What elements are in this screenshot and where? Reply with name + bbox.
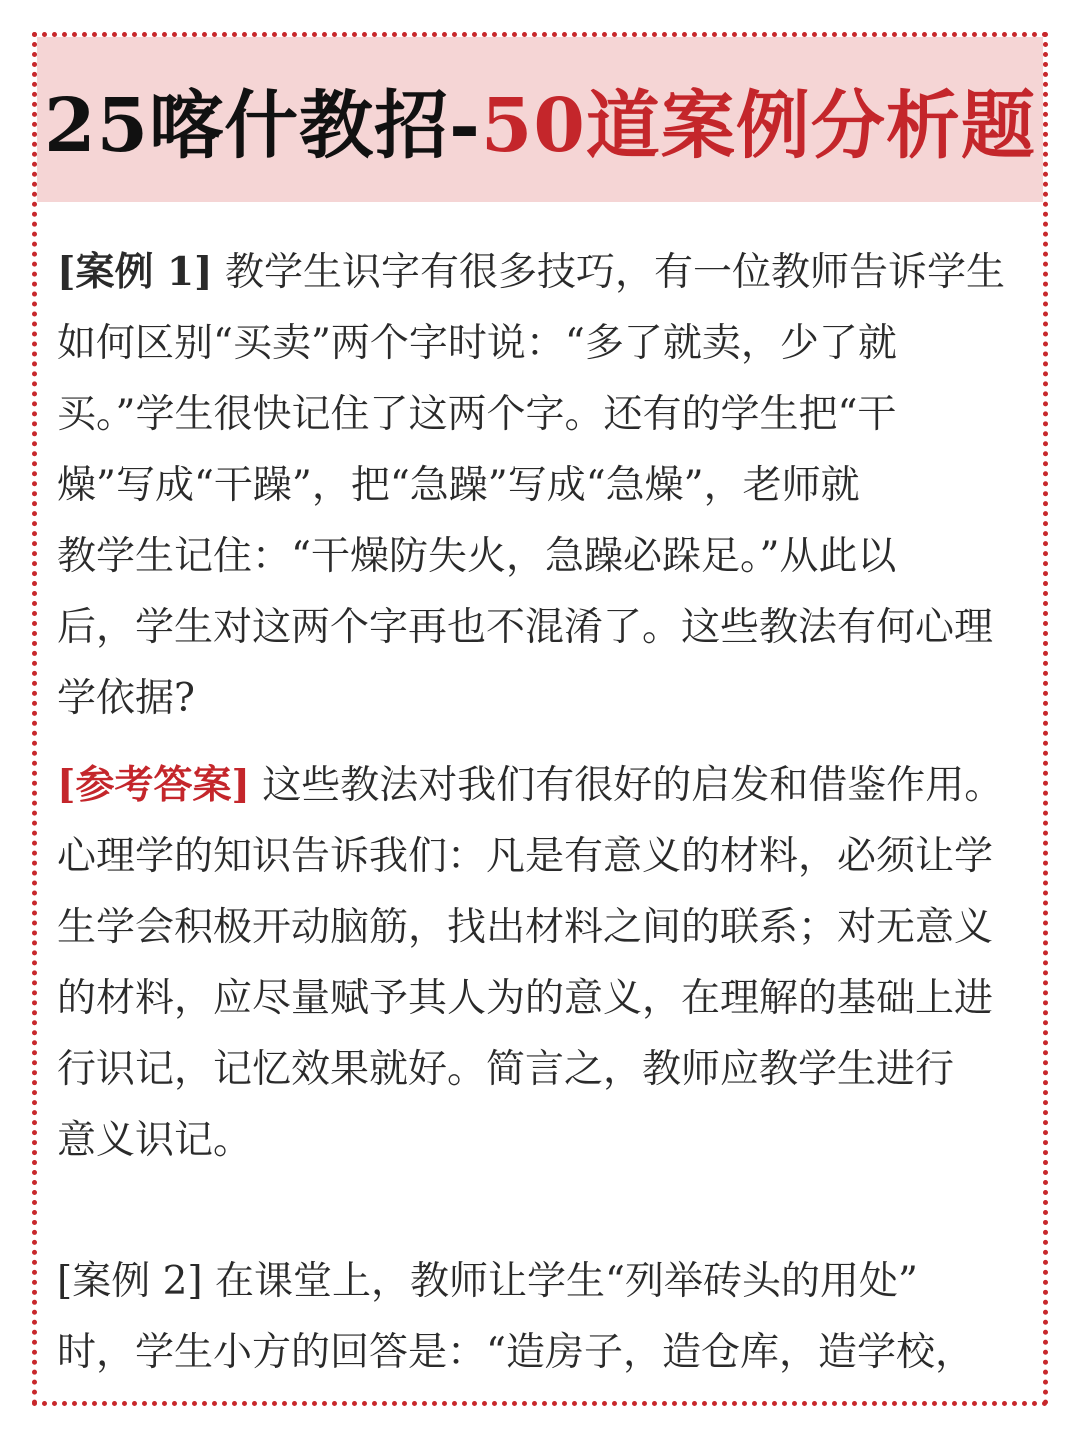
text-line: 生学会积极开动脑筋，找出材料之间的联系；对无意义 [57, 905, 994, 950]
text-line [57, 237, 1027, 308]
title-banner [37, 37, 1043, 202]
text-line: 意义识记。 [57, 1118, 253, 1163]
page-frame [32, 32, 1048, 1406]
case-1-label: [案例 1] [57, 249, 213, 295]
text-line: 心理学的知识告诉我们：凡是有意义的材料，必须让学 [57, 834, 994, 879]
title-highlight: 50道案例分析题 [480, 82, 1036, 169]
text-line: 学依据? [57, 676, 195, 721]
text-line: 后，学生对这两个字再也不混淆了。这些教法有何心理 [57, 605, 994, 650]
text-line: 时，学生小方的回答是：“造房子，造仓库，造学校， [57, 1330, 974, 1375]
text-line: 如何区别“买卖”两个字时说：“多了就卖，少了就 [57, 321, 897, 366]
text-line [57, 1246, 1027, 1317]
case-2-label: [案例 2] [57, 1259, 203, 1304]
case-2-question [57, 1246, 1027, 1388]
text-line-content: 在课堂上，教师让学生“列举砖头的用处” [202, 1259, 918, 1304]
text-line: 燥”写成“干躁”，把“急躁”写成“急燥”，老师就 [57, 463, 860, 508]
text-line [57, 750, 1027, 821]
spacer [57, 1176, 1027, 1246]
content-body [57, 237, 1027, 1388]
reference-answer-label: [参考答案] [57, 762, 250, 808]
text-line: 买。”学生很快记住了这两个字。还有的学生把“干 [57, 392, 897, 437]
page-title [44, 67, 1036, 173]
spacer [57, 734, 1027, 750]
text-line-content: 这些教法对我们有很好的启发和借鉴作用。 [249, 763, 1004, 808]
title-prefix: 25喀什教招- [44, 82, 481, 169]
case-1-question [57, 237, 1027, 734]
text-line: 教学生记住：“干燥防失火，急躁必跺足。”从此以 [57, 534, 897, 579]
text-line-content: 教学生识字有很多技巧，有一位教师告诉学生 [212, 250, 1006, 295]
text-line: 的材料，应尽量赋予其人为的意义，在理解的基础上进 [57, 976, 994, 1021]
case-1-answer [57, 750, 1027, 1176]
text-line: 行识记，记忆效果就好。简言之，教师应教学生进行 [57, 1047, 955, 1092]
